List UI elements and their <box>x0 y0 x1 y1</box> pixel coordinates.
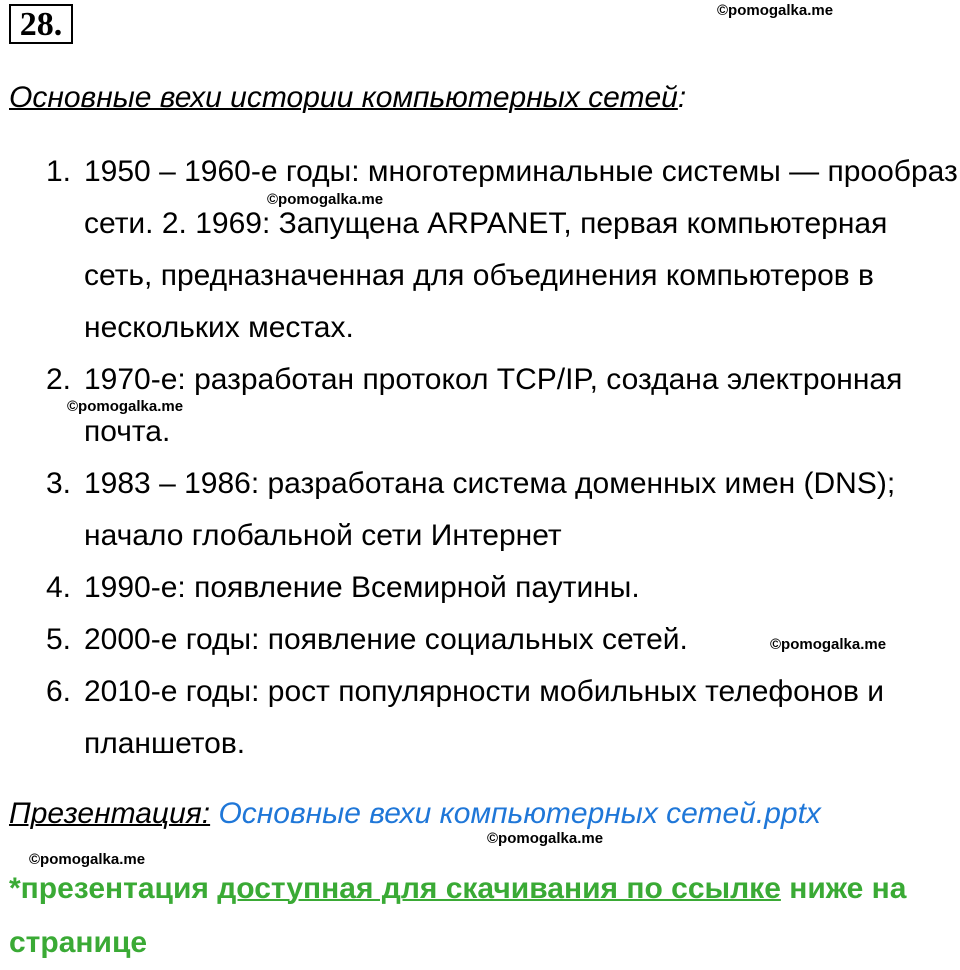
watermark: ©pomogalka.me <box>770 636 887 653</box>
list-item <box>46 146 958 354</box>
list-item <box>46 458 958 562</box>
heading-title: Основные вехи истории компьютерных сетей <box>9 81 678 114</box>
list-item-text: 1990-е: появление Всемирной паутины. <box>84 571 640 604</box>
list-item-text: 1983 – 1986: разработана система доменных имен (DNS); начало глобальной сети Интернет <box>84 467 896 552</box>
list-item-number: 6. <box>46 675 72 708</box>
list-item-number: 4. <box>46 571 72 604</box>
list-item-text: 1970-е: разработан протокол TCP/IP, создана электронная почта. <box>84 363 903 448</box>
task-number: 28. <box>9 4 73 44</box>
list-item-text: 2010-е годы: рост популярности мобильных телефонов и планшетов. <box>84 675 885 760</box>
download-note <box>9 862 954 970</box>
note-suffix: ниже на странице <box>9 872 907 959</box>
presentation-label: Презентация: <box>9 797 211 830</box>
watermark: ©pomogalka.me <box>267 191 384 208</box>
list-item <box>46 666 958 770</box>
list-item-number: 2. <box>46 363 72 396</box>
list-item-number: 1. <box>46 155 72 188</box>
watermark: ©pomogalka.me <box>67 398 184 415</box>
watermark: ©pomogalka.me <box>717 2 834 19</box>
list-item <box>46 562 958 614</box>
presentation-file-link[interactable]: Основные вехи компьютерных сетей.pptx <box>218 797 821 830</box>
watermark: ©pomogalka.me <box>29 851 146 868</box>
note-prefix: *презентация <box>9 872 218 905</box>
list-item-text: 2000-е годы: появление социальных сетей. <box>84 623 688 656</box>
download-link[interactable]: доступная для скачивания по ссылке <box>217 872 781 905</box>
list-item-number: 3. <box>46 467 72 500</box>
page-heading <box>9 78 686 118</box>
presentation-line <box>9 793 821 835</box>
watermark: ©pomogalka.me <box>487 830 604 847</box>
heading-colon: : <box>677 81 687 114</box>
list-item-number: 5. <box>46 623 72 656</box>
list-item-text: 1950 – 1960-е годы: многотерминальные системы — прообраз сети. 2. 1969: Запущена ARPANET, первая компьютерная сеть, предназначенная для объединения компьютеров в нескольких местах. <box>84 155 958 344</box>
